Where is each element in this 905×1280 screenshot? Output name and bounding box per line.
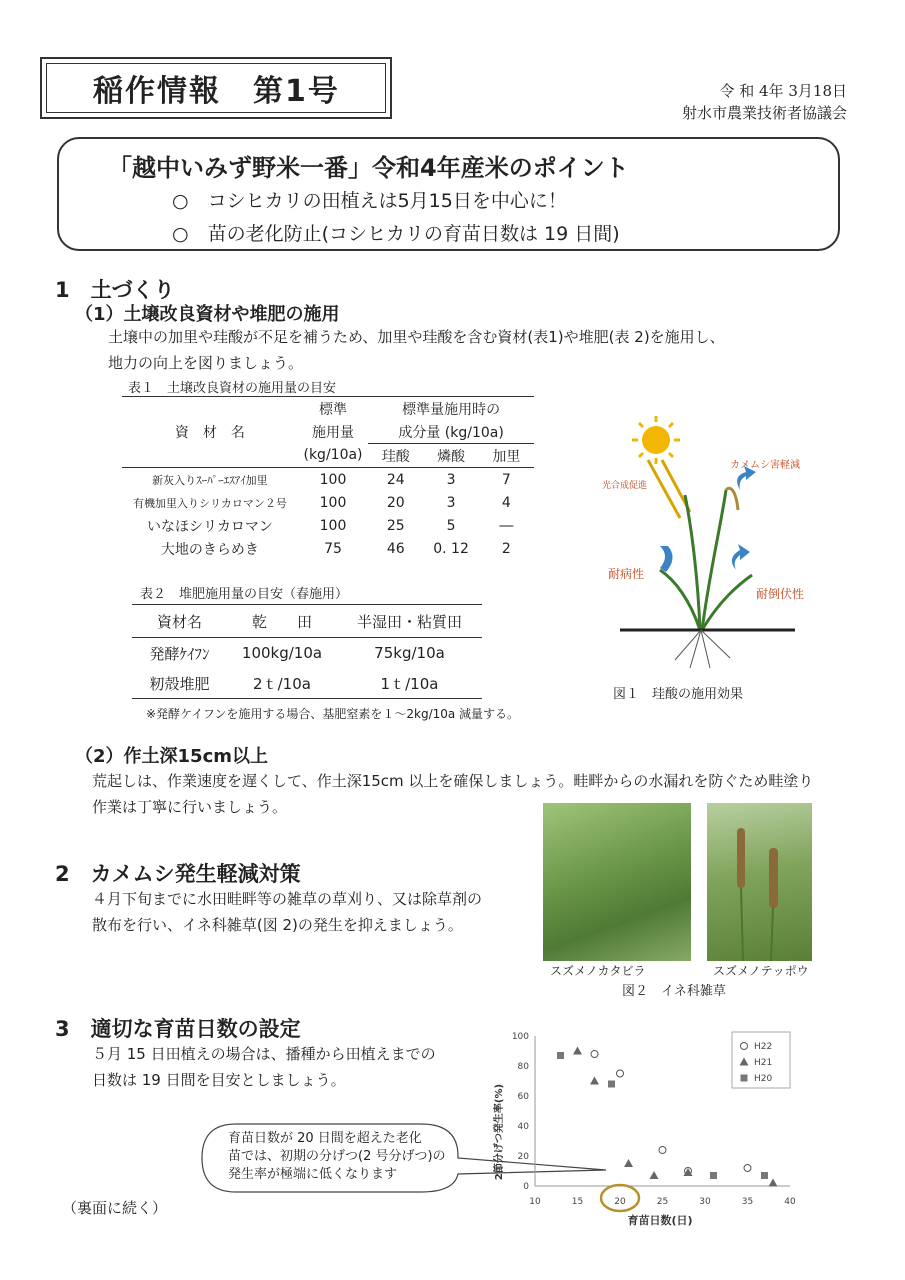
x-tick-label: 25 [656,1197,669,1207]
table-row [122,468,534,492]
y-tick-label: 20 [517,1152,529,1162]
x-tick-label: 35 [741,1197,754,1207]
table-row [122,514,534,537]
cell-amount: 100 [319,471,347,488]
continued-note: （裏面に続く） [62,1199,168,1217]
photo-2-label: スズメノテッポウ [713,964,809,978]
section-1-1-heading: （1）土壌改良資材や堆肥の施用 [75,304,340,325]
table-1-header-name: 資 材 名 [174,425,245,441]
table-1-caption: 表１ 土壌改良資材の施用量の目安 [128,381,337,396]
paragraph-line: 地力の向上を図りましょう。 [108,354,304,372]
sun-rays-arrows [648,460,690,518]
cell-dry: 2ｔ/10a [253,674,311,693]
silicic-acid-effect-illustration [580,410,820,680]
data-point-h21 [769,1179,778,1187]
chart-ylabel: 2節分げつ発生率(%) [494,1083,505,1181]
data-point-h21 [573,1047,582,1055]
table-1-header-si: 珪酸 [381,448,410,465]
headline-title: 「越中いみず野米一番」令和4年産米のポイント [108,154,629,182]
paragraph-line: 日数は 19 日間を目安としましょう。 [92,1071,346,1089]
cell-k: 4 [501,494,511,511]
table-row [122,491,534,514]
table-2 [132,604,482,699]
cell-si: 25 [386,517,405,534]
table-2-header-wet: 半湿田・粘質田 [356,612,462,631]
table-1-header-k: 加里 [492,448,521,465]
table-row [132,668,482,699]
cell-wet: 1ｔ/10a [380,674,439,693]
issue-info [682,80,847,124]
data-point-h21 [590,1077,599,1085]
legend-marker-h22 [741,1043,748,1050]
table-1-header-std: 施用量 [312,424,354,441]
cell-dry: 100kg/10a [241,644,323,662]
seedling-days-chart [480,1022,810,1234]
publisher: 射水市農業技術者協議会 [681,104,847,122]
cell-name: いなほシリカロマン [146,518,273,535]
cell-k: 7 [501,471,511,488]
table-1-header-std: 標準 [319,401,347,418]
data-point-h22 [617,1070,624,1077]
cell-p: 0. 12 [433,540,469,557]
cell-si: 20 [386,494,405,511]
data-point-h22 [591,1051,598,1058]
foxtail-grass-icon [707,803,812,961]
cell-name: 発酵ｹｲﾌﾝ [149,644,210,663]
callout-line: 育苗日数が 20 日間を超えた老化 [228,1131,422,1146]
cell-name: 大地のきらめき [160,541,259,558]
photo-suzumenoteppou [707,803,812,961]
label-disease-resistance: 耐病性 [608,567,645,581]
data-point-h20 [557,1052,564,1059]
table-1-header-comp: 標準量施用時の [402,401,501,418]
section-1-1-paragraph [108,324,725,376]
data-point-h22 [744,1165,751,1172]
x-tick-label: 20 [614,1197,626,1207]
photo-suzumenokatabira [543,803,691,961]
cell-si: 46 [386,540,405,557]
legend-marker-h20 [741,1075,748,1082]
table-1-header-p: 燐酸 [437,448,466,465]
table-row [122,537,534,560]
table-1-header-comp: 成分量 (kg/10a) [368,420,534,444]
newsletter-title: 稲作情報 第1号 [46,63,386,113]
paragraph-line: 作業は丁寧に行いましょう。 [92,798,288,816]
data-point-h22 [659,1147,666,1154]
cell-wet: 75kg/10a [374,644,445,662]
figure-1-caption: 図１ 珪酸の施用効果 [613,687,744,702]
cell-name: 有機加里入りシリカロマン２号 [132,496,287,510]
cell-name: 籾殻堆肥 [149,674,210,693]
section-1-2-heading: （2）作土深15cm以上 [75,746,268,767]
headline-point-1: ○ コシヒカリの田植えは5月15日を中心に！ [172,190,567,212]
table-1 [122,396,534,560]
y-tick-label: 80 [517,1062,529,1072]
headline-point-2: ○ 苗の老化防止(コシヒカリの育苗日数は 19 日間) [172,223,620,245]
data-point-h20 [710,1172,717,1179]
cell-p: 5 [446,517,456,534]
y-tick-label: 40 [517,1122,529,1132]
y-tick-label: 60 [517,1092,529,1102]
paragraph-line: 荒起しは、作業速度を遅くして、作土深15cm 以上を確保しましょう。畦畔からの水漏れを防ぐため畦塗り [92,772,814,790]
data-point-h20 [608,1081,615,1088]
cell-amount: 75 [324,540,342,557]
figure-2-caption: 図２ イネ科雑草 [622,984,726,999]
paragraph-line: ４月下旬までに水田畦畔等の雑草の草刈り、又は除草剤の [92,890,483,908]
photo-1-label: スズメノカタビラ [550,964,646,978]
cell-p: 3 [446,471,456,488]
section-3-heading: 3 適切な育苗日数の設定 [55,1017,301,1041]
table-2-note: ※発酵ケイフンを施用する場合、基肥窒素を１～2kg/10a 減量する。 [146,707,520,721]
legend-label-h20: H20 [754,1074,773,1084]
paragraph-line: 散布を行い、イネ科雑草(図 2)の発生を抑えましょう。 [92,916,463,934]
legend-label-h22: H22 [754,1042,773,1052]
sun-icon [632,416,680,464]
x-tick-label: 10 [529,1197,541,1207]
paragraph-line: 土壌中の加里や珪酸が不足を補うため、加里や珪酸を含む資材(表1)や堆肥(表 2)を施用し、 [108,328,725,346]
chart-xlabel: 育苗日数(日) [627,1214,693,1227]
x-tick-label: 15 [571,1197,584,1207]
roots [675,630,730,668]
table-row [132,638,482,669]
table-2-header-dry: 乾 田 [251,612,312,631]
section-3-paragraph [92,1041,436,1093]
section-1-heading: 1 土づくり [55,278,175,302]
y-tick-label: 0 [523,1182,529,1192]
paragraph-line: ５月 15 日田植えの場合は、播種から田植えまでの [92,1045,436,1063]
chart-legend [732,1032,790,1088]
cell-p: 3 [446,494,456,511]
data-point-h21 [650,1171,659,1179]
label-lodging-resistance: 耐倒伏性 [756,587,805,601]
y-tick-label: 100 [511,1032,529,1042]
section-2-paragraph [92,886,482,938]
cell-amount: 100 [319,517,347,534]
table-1-header-unit: (kg/10a) [303,447,363,464]
legend-label-h21: H21 [754,1058,773,1068]
callout-text [228,1130,446,1184]
cell-amount: 100 [319,494,347,511]
cell-k: ― [499,517,514,534]
title-box [40,57,392,119]
cell-name: 新灰入りｽｰﾊﾟｰｴｽｱｲ加里 [152,473,268,487]
callout-line: 発生率が極端に低くなります [228,1167,398,1182]
x-tick-label: 40 [784,1197,796,1207]
section-1-2-paragraph [92,768,813,820]
callout-line: 苗では、初期の分げつ(2 号分げつ)の [228,1149,446,1164]
issue-date: 令 和 4年 3月18日 [719,82,847,100]
label-stinkbug: カメムシ害軽減 [730,460,800,471]
label-photosynthesis: 光合成促進 [602,481,648,491]
data-point-h20 [761,1172,768,1179]
cell-si: 24 [386,471,405,488]
section-2-heading: 2 カメムシ発生軽減対策 [55,862,301,886]
table-2-header-name: 資材名 [156,612,202,631]
table-2-caption: 表２ 堆肥施用量の目安（春施用） [140,587,349,602]
cell-k: 2 [501,540,511,557]
x-tick-label: 30 [699,1197,711,1207]
data-point-h21 [624,1159,633,1167]
